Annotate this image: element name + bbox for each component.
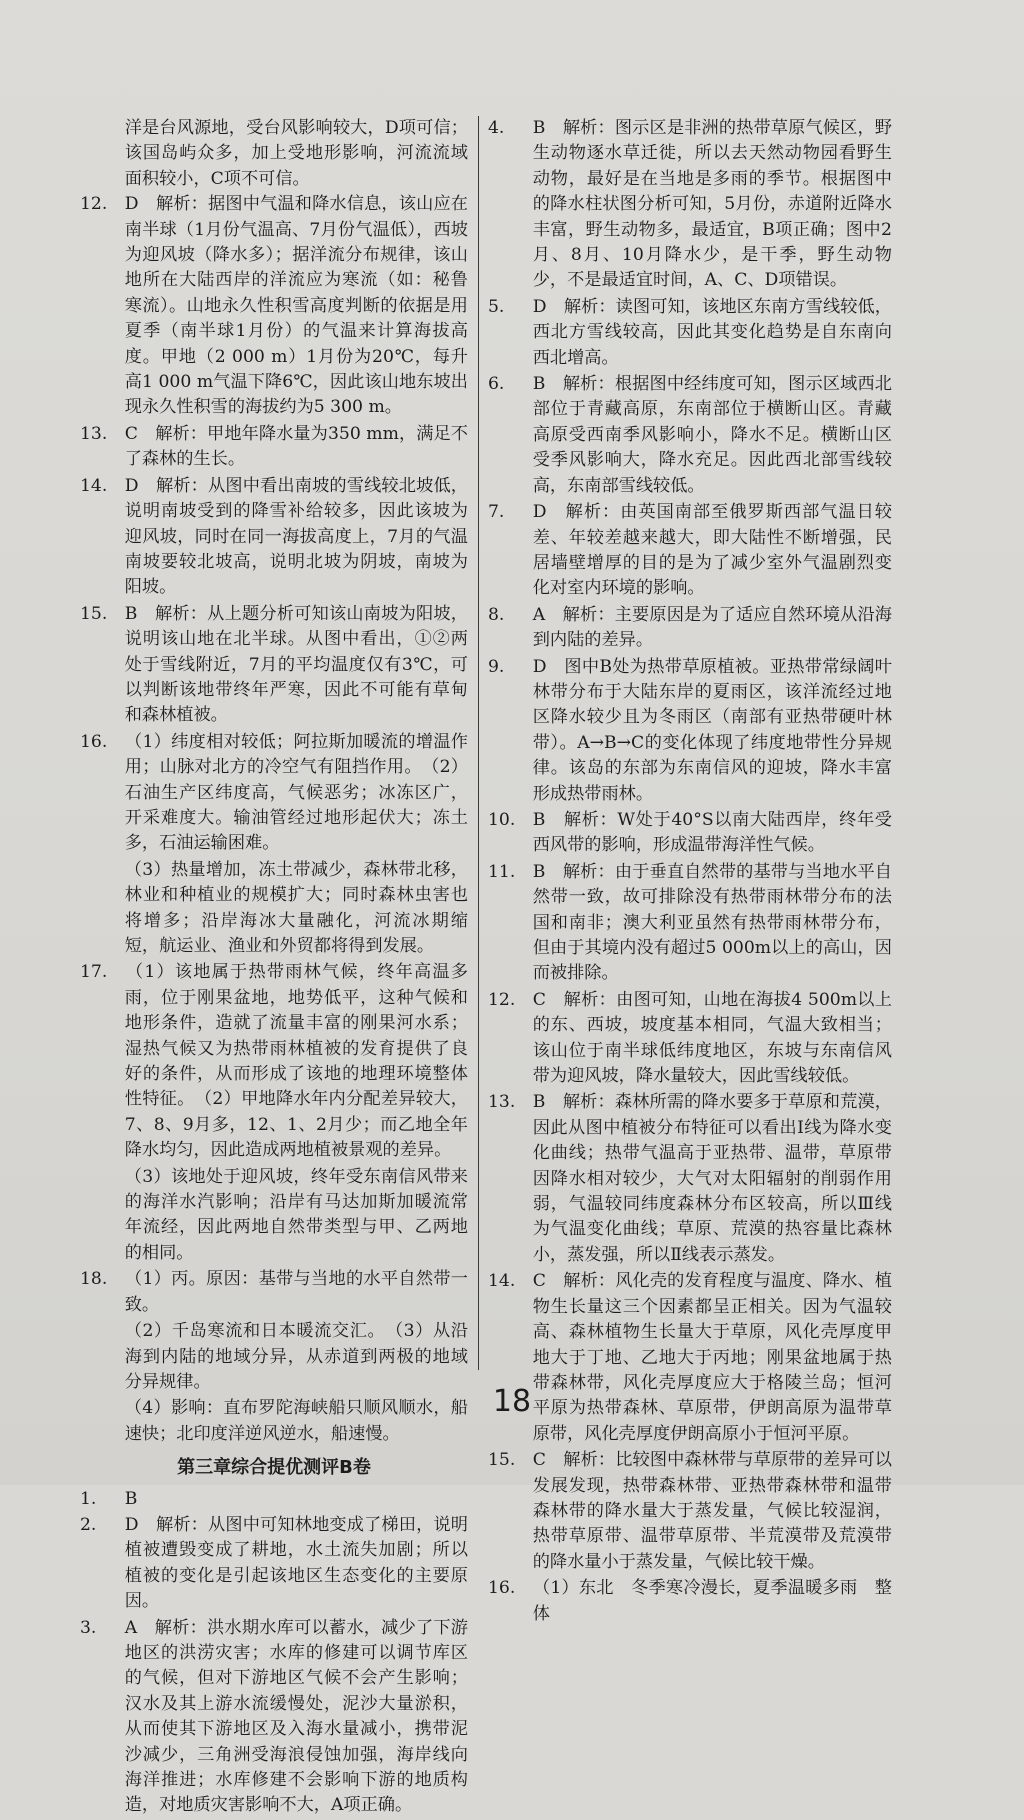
answer-number: 15. bbox=[80, 603, 108, 624]
answer-text: （3）热量增加，冻土带减少，森林带北移，林业和种植业的规模扩大；同时森林虫害也将增多；沿岸海冰大量融化，河流冰期缩短，航运业、渔业和外贸都将得到发展。 bbox=[124, 859, 468, 956]
answer-number: 8. bbox=[488, 604, 505, 625]
answer-item bbox=[488, 1090, 892, 1268]
section-title: 第三章综合提优测评B卷 bbox=[177, 1457, 371, 1479]
answer-item bbox=[488, 295, 892, 371]
answer-item bbox=[80, 730, 468, 857]
answer-item bbox=[488, 500, 892, 602]
answer-item bbox=[488, 655, 892, 807]
answer-text: D 解析：从图中可知林地变成了梯田，说明植被遭毁变成了耕地，水土流失加剧；所以植被的变化是引起该地区生态变化的主要原因。 bbox=[124, 1514, 468, 1612]
answer-text: B 解析：W处于40°S以南大陆西岸，终年受西风带的影响，形成温带海洋性气候。 bbox=[532, 809, 892, 856]
answer-text: C 解析：由图可知，山地在海拔4 500m以上的东、西坡，坡度基本相同，气温大致相当；该山位于南半球低纬度地区，东坡与东南信风带为迎风坡，降水量较大，因此雪线较低。 bbox=[532, 989, 892, 1087]
answer-number: 4. bbox=[488, 118, 505, 138]
answer-text: （2）千岛寒流和日本暖流交汇。 （3）从沿海到内陆的地域分异，从赤道到两极的地域分异规律。 bbox=[124, 1321, 468, 1392]
answer-text: B 解析：从上题分析可知该山南坡为阳坡，说明该山地在北半球。从图中看出，①②两处于雪线附近，7月的平均温度仅有3℃，可以判断该地带终年严寒，因此不可能有草甸和森林植被。 bbox=[124, 603, 468, 726]
answer-number: 3. bbox=[80, 1617, 97, 1638]
answer-text: （1）东北 冬季寒冷漫长，夏季温暖多雨 整体 bbox=[532, 1578, 892, 1624]
answer-text: C 解析：比较图中森林带与草原带的差异可以发展发现，热带森林带、亚热带森林带和温带森林带的降水量大于蒸发量，气候比较湿润，热带草原带、温带草原带、半荒漠带及荒漠带的降水量小于蒸发量，气候比较干燥。 bbox=[532, 1450, 892, 1572]
answer-text: A 解析：洪水期水库可以蓄水，减少了下游地区的洪涝灾害；水库的修建可以调节库区的气候，但对下游地区气候不会产生影响；汉水及其上游水流缓慢处，泥沙大量淤积，从而使其下游地区及入海水量减小，携带泥沙减少，三角洲受海浪侵蚀加强，海岸线向海洋推进；水库修建不会影响下游的地质构造，对地质灾害影响不大，A项正确。 bbox=[124, 1617, 468, 1816]
answer-number: 13. bbox=[80, 423, 108, 444]
answer-item bbox=[80, 474, 468, 601]
answer-text: D 解析：据图中气温和降水信息，该山应在南半球（1月份气温高、7月份气温低），西坡为迎风坡（降水多）；据洋流分布规律，该山地所在大陆西岸的洋流应为寒流（如：秘鲁寒流）。山地永久性积雪高度判断的依据是用夏季（南半球1月份）的气温来计算海拔高度。甲地（2 000 m）1月份为20℃，每升高1 000 m气温下降6℃，因此该山地东坡出现永久性积雪的海拔约为5 300 m。 bbox=[124, 194, 468, 418]
answer-item bbox=[80, 1267, 468, 1318]
answer-item bbox=[488, 1269, 892, 1447]
answer-text: B 解析：由于垂直自然带的基带与当地水平自然带一致，故可排除没有热带雨林带分布的法国和南非；澳大利亚虽然有热带雨林带分布，但由于其境内没有超过5 000m以上的高山，因而被排除。 bbox=[532, 861, 892, 984]
answer-item bbox=[80, 1487, 468, 1512]
answer-text: B bbox=[124, 1488, 138, 1509]
answer-number: 12. bbox=[80, 194, 108, 215]
answer-item bbox=[488, 1576, 892, 1627]
answer-number: 5. bbox=[488, 296, 505, 317]
intro-continuation: 洋是台风源地，受台风影响较大，D项可信；该国岛屿众多，加上受地形影响，河流流域面积较小，C项不可信。 bbox=[124, 118, 468, 189]
answer-number: 7. bbox=[488, 502, 505, 523]
column-divider bbox=[478, 116, 479, 1370]
answer-text: B 解析：根据图中经纬度可知，图示区域西北部位于青藏高原，东南部位于横断山区。青藏高原受西南季风影响小，降水不足。横断山区受季风影响大，降水充足。因此西北部雪线较高，东南部雪线较低。 bbox=[532, 374, 892, 496]
answer-item bbox=[488, 860, 892, 987]
answer-number: 6. bbox=[488, 374, 505, 395]
answer-item bbox=[488, 808, 892, 859]
left-column bbox=[80, 116, 468, 1820]
answer-item bbox=[488, 372, 892, 499]
answer-number: 2. bbox=[80, 1514, 97, 1535]
left-answer-list bbox=[80, 192, 468, 1447]
answer-text: （1）丙。原因：基带与当地的水平自然带一致。 bbox=[124, 1269, 468, 1315]
answer-text: （1）该地属于热带雨林气候，终年高温多雨，位于刚果盆地，地势低平，这种气候和地形条件，造就了流量丰富的刚果河水系；湿热气候又为热带雨林植被的发育提供了良好的条件，从而形成了该地的地理环境整体性特征。 （2）甲地降水年内分配差异较大，7、8、9月多，12、1、2月少；而乙地全年降水均匀，因此造成两地植被景观的差异。 bbox=[124, 962, 468, 1161]
answer-item bbox=[80, 192, 468, 421]
page-number: 18 bbox=[492, 1384, 532, 1419]
answer-number: 18. bbox=[80, 1269, 108, 1290]
answer-number: 9. bbox=[488, 656, 505, 677]
answer-number: 1. bbox=[80, 1488, 97, 1509]
answer-number: 10. bbox=[488, 809, 516, 830]
answer-text: B 解析：图示区是非洲的热带草原气候区，野生动物逐水草迁徙，所以去天然动物园看野生动物，最好是在当地是多雨的季节。根据图中的降水柱状图分析可知，5月份，赤道附近降水丰富，野生动物多，最适宜，B项正确；图中2月、8月、10月降水少，是干季，野生动物少，不是最适宜时间，A、C、D项错误。 bbox=[532, 118, 892, 291]
answer-item bbox=[80, 1616, 468, 1819]
answer-text: C 解析：风化壳的发育程度与温度、降水、植物生长量这三个因素都呈正相关。因为气温较高、森林植物生长量大于草原，风化壳厚度甲地大于丁地、乙地大于丙地；刚果盆地属于热带森林带，风化壳厚度应大于格陵兰岛；恒河平原为热带森林、草原带，伊朗高原为温带草原带，风化壳厚度伊朗高原小于恒河平原。 bbox=[532, 1271, 892, 1444]
answer-number: 12. bbox=[488, 989, 516, 1010]
answer-item bbox=[488, 116, 892, 294]
answer-text: C 解析：甲地年降水量为350 mm，满足不了森林的生长。 bbox=[124, 423, 468, 470]
answer-text: D 解析：读图可知，该地区东南方雪线较低，西北方雪线较高，因此其变化趋势是自东南向西北增高。 bbox=[532, 296, 892, 368]
answer-text: B 解析：森林所需的降水要多于草原和荒漠，因此从图中植被分布特征可以看出Ⅰ线为降水变化曲线；热带气温高于亚热带、温带，草原带因降水相对较少，大气对太阳辐射的削弱作用弱，气温较同纬度森林分布区较高，所以Ⅲ线为气温变化曲线；草原、荒漠的热容量比森林小，蒸发强，所以Ⅱ线表示蒸发。 bbox=[532, 1092, 892, 1265]
answer-item bbox=[80, 858, 468, 960]
answer-text: （1）纬度相对较低；阿拉斯加暖流的增温作用；山脉对北方的冷空气有阻挡作用。 （2）石油生产区纬度高，气候恶劣；冰冻区广，开采难度大。输油管经过地形起伏大；冻土多，石油运输困难。 bbox=[124, 731, 468, 854]
answer-item bbox=[488, 988, 892, 1090]
answer-number: 14. bbox=[488, 1271, 516, 1292]
answer-number: 13. bbox=[488, 1092, 516, 1113]
answer-number: 16. bbox=[80, 731, 108, 752]
answer-number: 17. bbox=[80, 962, 108, 983]
answer-item bbox=[488, 1448, 892, 1575]
answer-text: A 解析：主要原因是为了适应自然环境从沿海到内陆的差异。 bbox=[532, 604, 892, 651]
answer-text: （3）该地处于迎风坡，终年受东南信风带来的海洋水汽影响；沿岸有马达加斯加暖流常年流经，因此两地自然带类型与甲、乙两地的相同。 bbox=[124, 1166, 468, 1263]
answer-number: 11. bbox=[488, 861, 516, 882]
answer-item bbox=[80, 1165, 468, 1267]
answer-text: D 图中B处为热带草原植被。亚热带常绿阔叶林带分布于大陆东岸的夏雨区，该洋流经过地区降水较少且为冬雨区（南部有亚热带硬叶林带）。A→B→C的变化体现了纬度地带性分异规律。该岛的东部为东南信风的迎坡，降水丰富形成热带雨林。 bbox=[532, 656, 892, 804]
answer-item bbox=[80, 1513, 468, 1615]
answer-text: D 解析：从图中看出南坡的雪线较北坡低，说明南坡受到的降雪补给较多，因此该坡为迎风坡，同时在同一海拔高度上，7月的气温南坡要较北坡高，说明北坡为阴坡，南坡为阳坡。 bbox=[124, 475, 468, 598]
answer-number: 16. bbox=[488, 1578, 516, 1599]
answer-item bbox=[80, 960, 468, 1163]
answer-text: （4）影响：直布罗陀海峡船只顺风顺水，船速快；北印度洋逆风逆水，船速慢。 bbox=[124, 1398, 468, 1444]
answer-item bbox=[80, 602, 468, 729]
section-answer-list bbox=[80, 1487, 468, 1819]
answer-item bbox=[488, 603, 892, 654]
answer-text: D 解析：由英国南部至俄罗斯西部气温日较差、年较差越来越大，即大陆性不断增强，民居墙壁增厚的目的是为了减少室外气温剧烈变化对室内环境的影响。 bbox=[532, 502, 892, 599]
answer-number: 15. bbox=[488, 1450, 516, 1471]
answer-item bbox=[80, 422, 468, 473]
answer-number: 14. bbox=[80, 475, 108, 496]
